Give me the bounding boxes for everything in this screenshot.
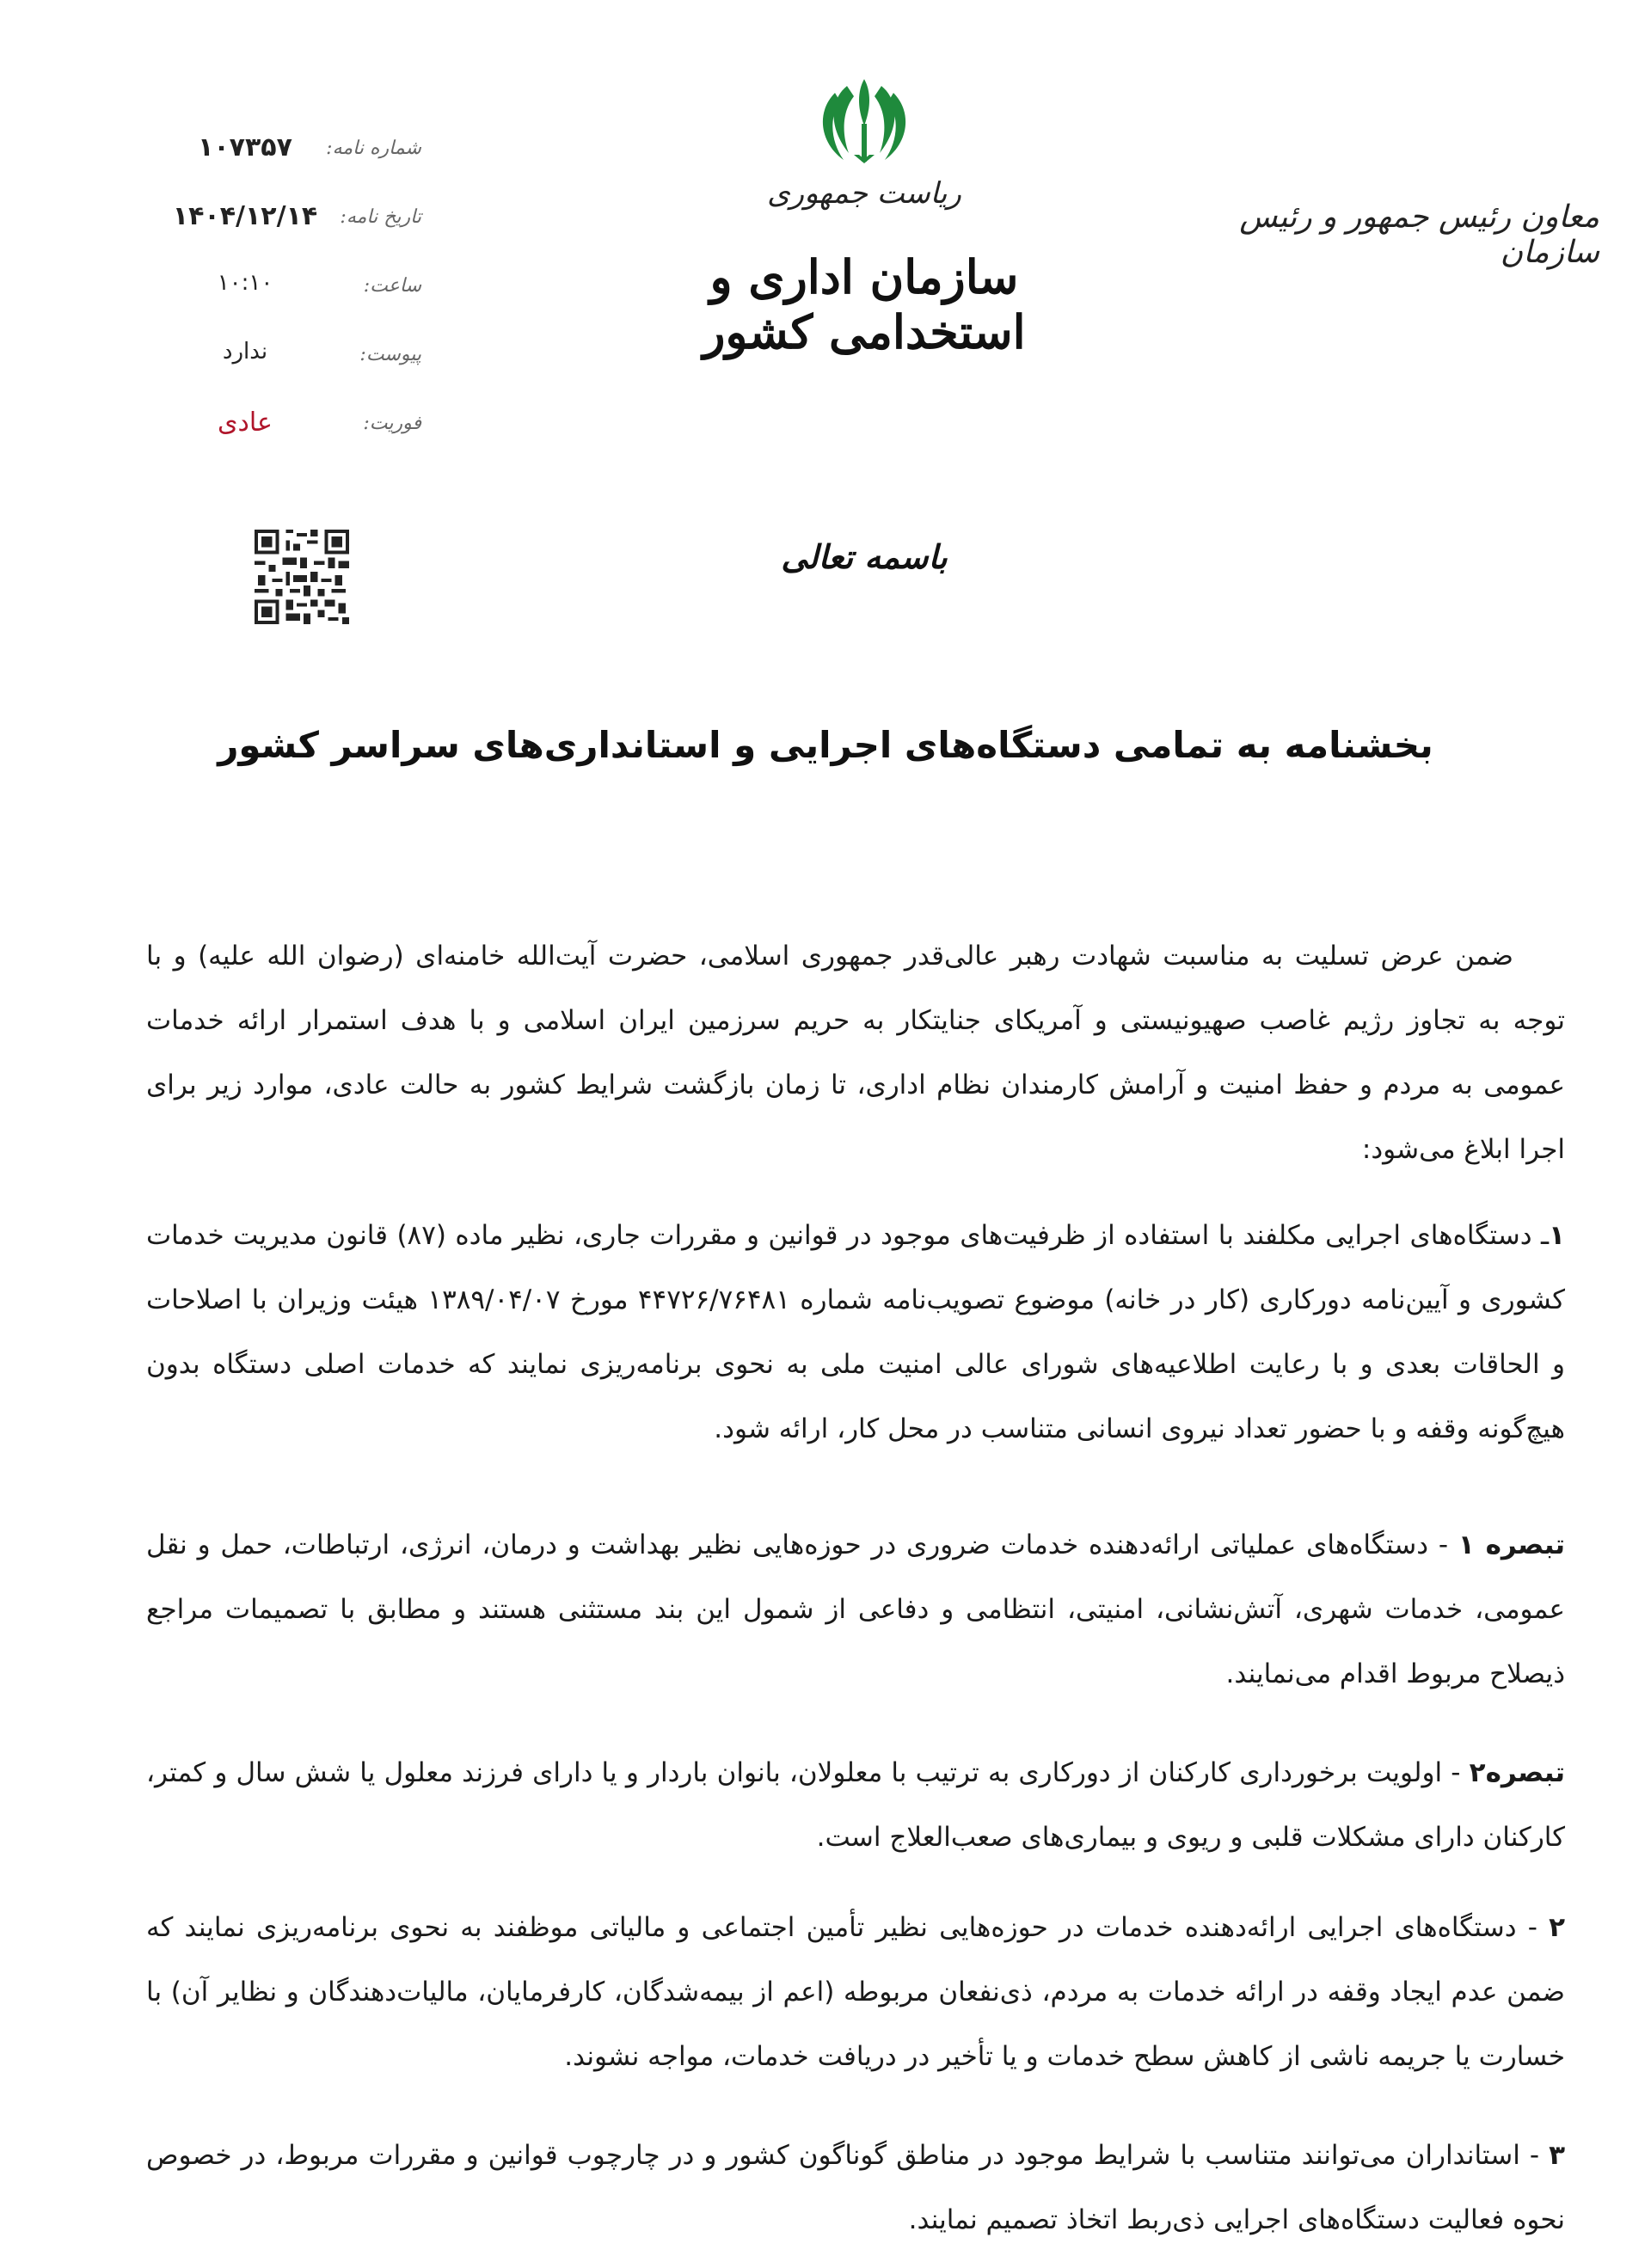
letter-number: ۱۰۷۳۵۷ <box>198 132 292 162</box>
presidency-caption: ریاست جمهوری <box>767 176 961 211</box>
iran-emblem-icon <box>813 74 916 169</box>
item-2-paragraph <box>146 1896 1565 2089</box>
signer-title: معاون رئیس جمهور و رئیس سازمان <box>1239 199 1599 270</box>
letter-attachment: ندارد <box>222 339 268 365</box>
item-3-paragraph <box>146 2124 1565 2253</box>
note-2-number: تبصره۲ <box>1469 1757 1565 1788</box>
item-1-text: ـ دستگاه‌های اجرایی مکلفند با استفاده از ظرفیت‌های موجود در قوانین و مقررات جاری، نظیر ماده (۸۷) قانون مدیریت خدمات کشوری و آیین‌نامه دورکاری (کار در خانه) موضوع تصویب‌نامه شماره ۴۴۷۲۶/۷۶۴۸۱ مورخ ۱۳۸۹/۰۴/۰۷ هیئت وزیران با اصلاحات و الحاقات بعدی و با رعایت اطلاعیه‌های شورای عالی امنیت ملی به نحوی برنامه‌ریزی نمایند که خدمات اصلی دستگاه بدون هیچ‌گونه وقفه و با حضور تعداد نیروی انسانی متناسب در محل کار، ارائه شود. <box>146 1220 1565 1444</box>
item-3-text: - استانداران می‌توانند متناسب با شرایط موجود در مناطق گوناگون کشور و در چارچوب قوانین و مقررات مربوط، در خصوص نحوه فعالیت دستگاه‌های اجرایی ذی‌ربط اتخاذ تصمیم نمایند. <box>146 2140 1565 2235</box>
item-1-number: ۱ <box>1549 1220 1565 1251</box>
bismillah: باسمه تعالی <box>781 537 948 576</box>
meta-number-label: شماره نامه: <box>326 138 421 159</box>
meta-attachment-row <box>146 335 421 404</box>
note-1-number: تبصره ۱ <box>1458 1529 1566 1560</box>
meta-number-row <box>146 129 421 198</box>
letter-priority: عادی <box>218 408 273 438</box>
meta-date-row <box>146 198 421 267</box>
note-1-paragraph <box>146 1513 1565 1707</box>
letter-time: ۱۰:۱۰ <box>217 270 273 296</box>
item-2-number: ۲ <box>1549 1912 1565 1943</box>
note-2-paragraph <box>146 1741 1565 1870</box>
letter-meta <box>146 129 421 473</box>
meta-time-row <box>146 267 421 335</box>
qr-code-icon <box>251 526 353 628</box>
meta-time-label: ساعت: <box>363 275 421 297</box>
meta-priority-label: فوریت: <box>363 413 421 434</box>
letter-date: ۱۴۰۴/۱۲/۱۴ <box>172 201 318 231</box>
note-1-text: - دستگاه‌های عملیاتی ارائه‌دهنده خدمات ضروری در حوزه‌هایی نظیر بهداشت و درمان، انرژی، ارتباطات، حمل و نقل عمومی، خدمات شهری، آتش‌نشانی، امنیتی، انتظامی و دفاعی از شمول این بند مستثنی هستند و مطابق با تصمیمات مراجع ذیصلاح مربوط اقدام می‌نمایند. <box>146 1529 1565 1689</box>
item-2-text: - دستگاه‌های اجرایی ارائه‌دهنده خدمات در حوزه‌هایی نظیر تأمین اجتماعی و مالیاتی موظفند به نحوی برنامه‌ریزی نمایند که ضمن عدم ایجاد وقفه در ارائه خدمات به مردم، ذی‌نفعان مربوطه (اعم از بیمه‌شدگان، کارفرمایان، مالیات‌دهندگان و نظایر آن) با خسارت یا جریمه ناشی از کاهش سطح خدمات و یا تأخیر در دریافت خدمات، مواجه نشوند. <box>146 1912 1565 2072</box>
circular-title: بخشنامه به تمامی دستگاه‌های اجرایی و استانداری‌های سراسر کشور <box>218 724 1433 766</box>
meta-attachment-label: پیوست: <box>359 344 421 365</box>
meta-date-label: تاریخ نامه: <box>340 206 421 228</box>
intro-paragraph: ضمن عرض تسلیت به مناسبت شهادت رهبر عالی‌قدر جمهوری اسلامی، حضرت آیت‌الله خامنه‌ای (رضوان الله علیه) و با توجه به تجاوز رژیم غاصب صهیونیستی و آمریکای جنایتکار به حریم سرزمین ایران اسلامی و با هدف استمرار ارائه خدمات عمومی به مردم و حفظ امنیت و آرامش کارمندان نظام اداری، تا زمان بازگشت شرایط کشور به حالت عادی، موارد زیر برای اجرا ابلاغ می‌شود: <box>146 941 1565 1165</box>
meta-priority-row <box>146 404 421 473</box>
note-2-text: - اولویت برخورداری کارکنان از دورکاری به ترتیب با معلولان، بانوان باردار و یا دارای فرزند معلول یا شش سال و کمتر، کارکنان دارای مشکلات قلبی و ریوی و بیماری‌های صعب‌العلاج است. <box>146 1757 1565 1853</box>
item-3-number: ۳ <box>1549 2140 1565 2171</box>
item-1-paragraph <box>146 1204 1565 1462</box>
organization-name: سازمان اداری و استخدامی کشور <box>703 249 1026 359</box>
